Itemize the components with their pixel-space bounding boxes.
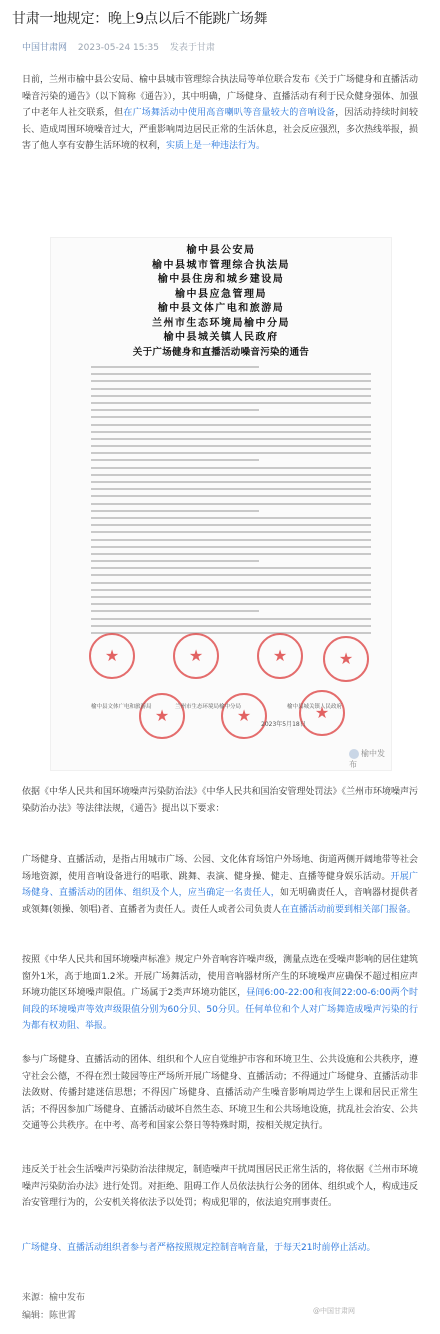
- source-label: 来源：榆中发布: [22, 1293, 86, 1303]
- document-text-line: [91, 632, 371, 634]
- document-text-line: [91, 546, 371, 548]
- document-text-line: [91, 531, 371, 533]
- document-text-line: [91, 452, 371, 454]
- publish-datetime: 2023-05-24 15:35: [77, 43, 159, 53]
- document-text-line: [91, 610, 259, 612]
- agency-5: 兰州市生态环境局榆中分局: [152, 317, 290, 329]
- official-seal: [139, 693, 185, 739]
- requirement-2-highlight: 昼间6:00-22:00和夜间22:00-6:00两个时间段的环境噪声等效声级限值分别为60分贝、50分贝。任何单位和个人对广场舞造成噪声污染的行为都有权劝阻、举报。: [22, 988, 418, 1031]
- notice-document-image[interactable]: [50, 237, 392, 771]
- document-text-line: [91, 524, 371, 526]
- source-link[interactable]: 中国甘肃网: [22, 43, 68, 53]
- requirement-1-paragraph: 广场健身、直播活动，是指占用城市广场、公园、文化体育场馆户外场地、街道两侧开阔地带等社会场地资源，使用音响设备进行的唱歌、跳舞、表演、健身操、健走、直播等健身娱乐活动。开展广场健身、直播活动的团体、组织及个人，应当确定一名责任人，如无明确责任人，音响器材提供者或领舞(领操、领唱)者、直播者为责任人。责任人或者公司负责人在直播活动前要到相关部门报备。: [22, 855, 419, 915]
- official-seal: [299, 690, 345, 736]
- document-text-line: [91, 495, 371, 497]
- document-text-line: [91, 424, 371, 426]
- document-text-line: [91, 503, 371, 505]
- document-text-line: [91, 409, 259, 411]
- official-seal: [173, 633, 219, 679]
- intro-highlight-2: 实质上是一种违法行为。: [166, 141, 266, 151]
- article-meta: [22, 40, 223, 53]
- document-text-line: [91, 560, 259, 562]
- official-seal: [257, 633, 303, 679]
- document-text-line: [91, 388, 371, 390]
- document-text-line: [91, 366, 259, 368]
- official-seal: [323, 636, 369, 682]
- document-text-line: [91, 459, 259, 461]
- document-text-line: [91, 539, 371, 541]
- agency-2: 榆中县住房和城乡建设局: [157, 274, 285, 285]
- page-watermark: @中国甘肃网: [313, 1307, 355, 1315]
- document-text-line: [91, 603, 371, 605]
- document-text-line: [91, 553, 371, 555]
- document-text-line: [91, 416, 371, 418]
- document-text-line: [91, 467, 371, 469]
- document-text-line: [91, 481, 371, 483]
- document-text-line: [91, 373, 371, 375]
- signature-agency-right: 榆中县城关镇人民政府: [287, 704, 343, 710]
- document-date: 2023年5月18日: [261, 721, 306, 728]
- agency-6: 榆中县城关镇人民政府: [163, 332, 279, 343]
- document-text-line: [91, 445, 371, 447]
- document-text-line: [91, 618, 371, 620]
- signature-agency-left: 榆中县文体广电和旅游局: [91, 704, 152, 710]
- document-text-line: [91, 402, 371, 404]
- agency-3: 榆中县应急管理局: [175, 288, 267, 300]
- intro-paragraph: 日前，兰州市榆中县公安局、榆中县城市管理综合执法局等单位联合发布《关于广场健身和直播活动噪音污染的通告》（以下简称《通告》），其中明确，广场健身、直播活动有利于民众健身强体、加强了中老年人社交联系，但在广场舞活动中使用高音喇叭等音量较大的音响设备，因活动持续时间较长、造成周围环境噪音过大，严重影响周边居民正常的生活休息，社会反应强烈，多次热线举报，损害了他人享有安静生活环境的权利，实质上是一种违法行为。: [22, 75, 419, 151]
- document-text-line: [91, 431, 371, 433]
- document-text-line: [91, 567, 371, 569]
- document-text-line: [91, 625, 371, 627]
- official-seal: [89, 633, 135, 679]
- legal-basis-paragraph: 依据《中华人民共和国环境噪声污染防治法》《中华人民共和国治安管理处罚法》《兰州市环境噪声污染防治办法》等法律法规，《通告》提出以下要求：: [22, 787, 419, 814]
- publisher-logo-icon: [349, 749, 359, 759]
- document-text-line: [91, 596, 371, 598]
- document-text-line: [91, 488, 371, 490]
- requirement-4-paragraph: 违反关于社会生活噪声污染防治法律规定，制造噪声干扰周围居民正常生活的，将依据《兰州市环境噪声污染防治办法》进行处罚。对拒绝、阻碍工作人员依法执行公务的团体、组织或个人，构成违反治安管理行为的，公安机关将依法予以处罚；构成犯罪的，依法追究刑事责任。: [22, 1165, 419, 1208]
- requirement-3-paragraph: 参与广场健身、直播活动的团体、组织和个人应自觉维护市容和环境卫生、公共设施和公共秩序，遵守社会公德，不得在烈士陵园等庄严场所开展广场健身、直播活动；不得通过广场健身、直播活动非法敛财、传播封建迷信思想；不得因广场健身、直播活动产生噪音影响周边学生上课和居民正常生活；不得因参加广场健身、直播活动破坏自然生态、环境卫生和公共场地设施，扰乱社会治安、公共交通等公共秩序。在中考、高考和国家公祭日等特殊时期，按相关规定执行。: [22, 1055, 419, 1131]
- document-text-line: [91, 395, 371, 397]
- agency-1: 榆中县城市管理综合执法局: [152, 259, 290, 271]
- document-text-line: [91, 517, 371, 519]
- document-text-line: [91, 380, 371, 382]
- article-title: 甘肃一地规定：晚上9点以后不能跳广场舞: [12, 11, 268, 27]
- closing-highlight-paragraph: 广场健身、直播活动组织者参与者严格按照规定控制音响音量，于每天21时前停止活动。: [22, 1243, 376, 1253]
- requirement-2-paragraph: 按照《中华人民共和国环境噪声标准》规定户外音响容许噪声级，测量点选在受噪声影响的居住建筑窗外1米，高于地面1.2米。开展广场舞活动，使用音响器材所产生的环境噪声应确保不超过相应声环境功能区环境噪声限值。广场属于2类声环境功能区，昼间6:00-22:00和夜间22:00-6:00两个时间段的环境噪声等效声级限值分别为60分贝、50分贝。任何单位和个人对广场舞造成噪声污染的行为都有权劝阻、举报。: [22, 955, 419, 1031]
- document-text-line: [91, 574, 371, 576]
- document-body-text: [91, 366, 371, 639]
- image-watermark: 榆中发布: [349, 749, 385, 769]
- requirement-1-highlight: 开展广场健身、直播活动的团体、组织及个人，应当确定一名责任人，: [22, 871, 418, 898]
- document-text-line: [91, 589, 371, 591]
- publish-location: 发表于甘肃: [169, 43, 215, 53]
- document-text-line: [91, 474, 371, 476]
- agency-list: [51, 244, 391, 360]
- signature-agency-mid: 兰州市生态环境局榆中分局: [175, 704, 242, 710]
- agency-0: 榆中县公安局: [186, 245, 256, 256]
- notice-title: 关于广场健身和直播活动噪音污染的通告: [132, 346, 310, 358]
- document-text-line: [91, 510, 259, 512]
- requirement-1-highlight-2: 在直播活动前要到相关部门报备。: [281, 904, 417, 915]
- editor-label: 编辑：陈世霄: [22, 1311, 77, 1321]
- intro-highlight-1: 在广场舞活动中使用高音喇叭等音量较大的音响设备: [123, 108, 336, 118]
- document-text-line: [91, 582, 371, 584]
- agency-4: 榆中县文体广电和旅游局: [157, 303, 285, 314]
- official-seal: [221, 693, 267, 739]
- document-text-line: [91, 438, 371, 440]
